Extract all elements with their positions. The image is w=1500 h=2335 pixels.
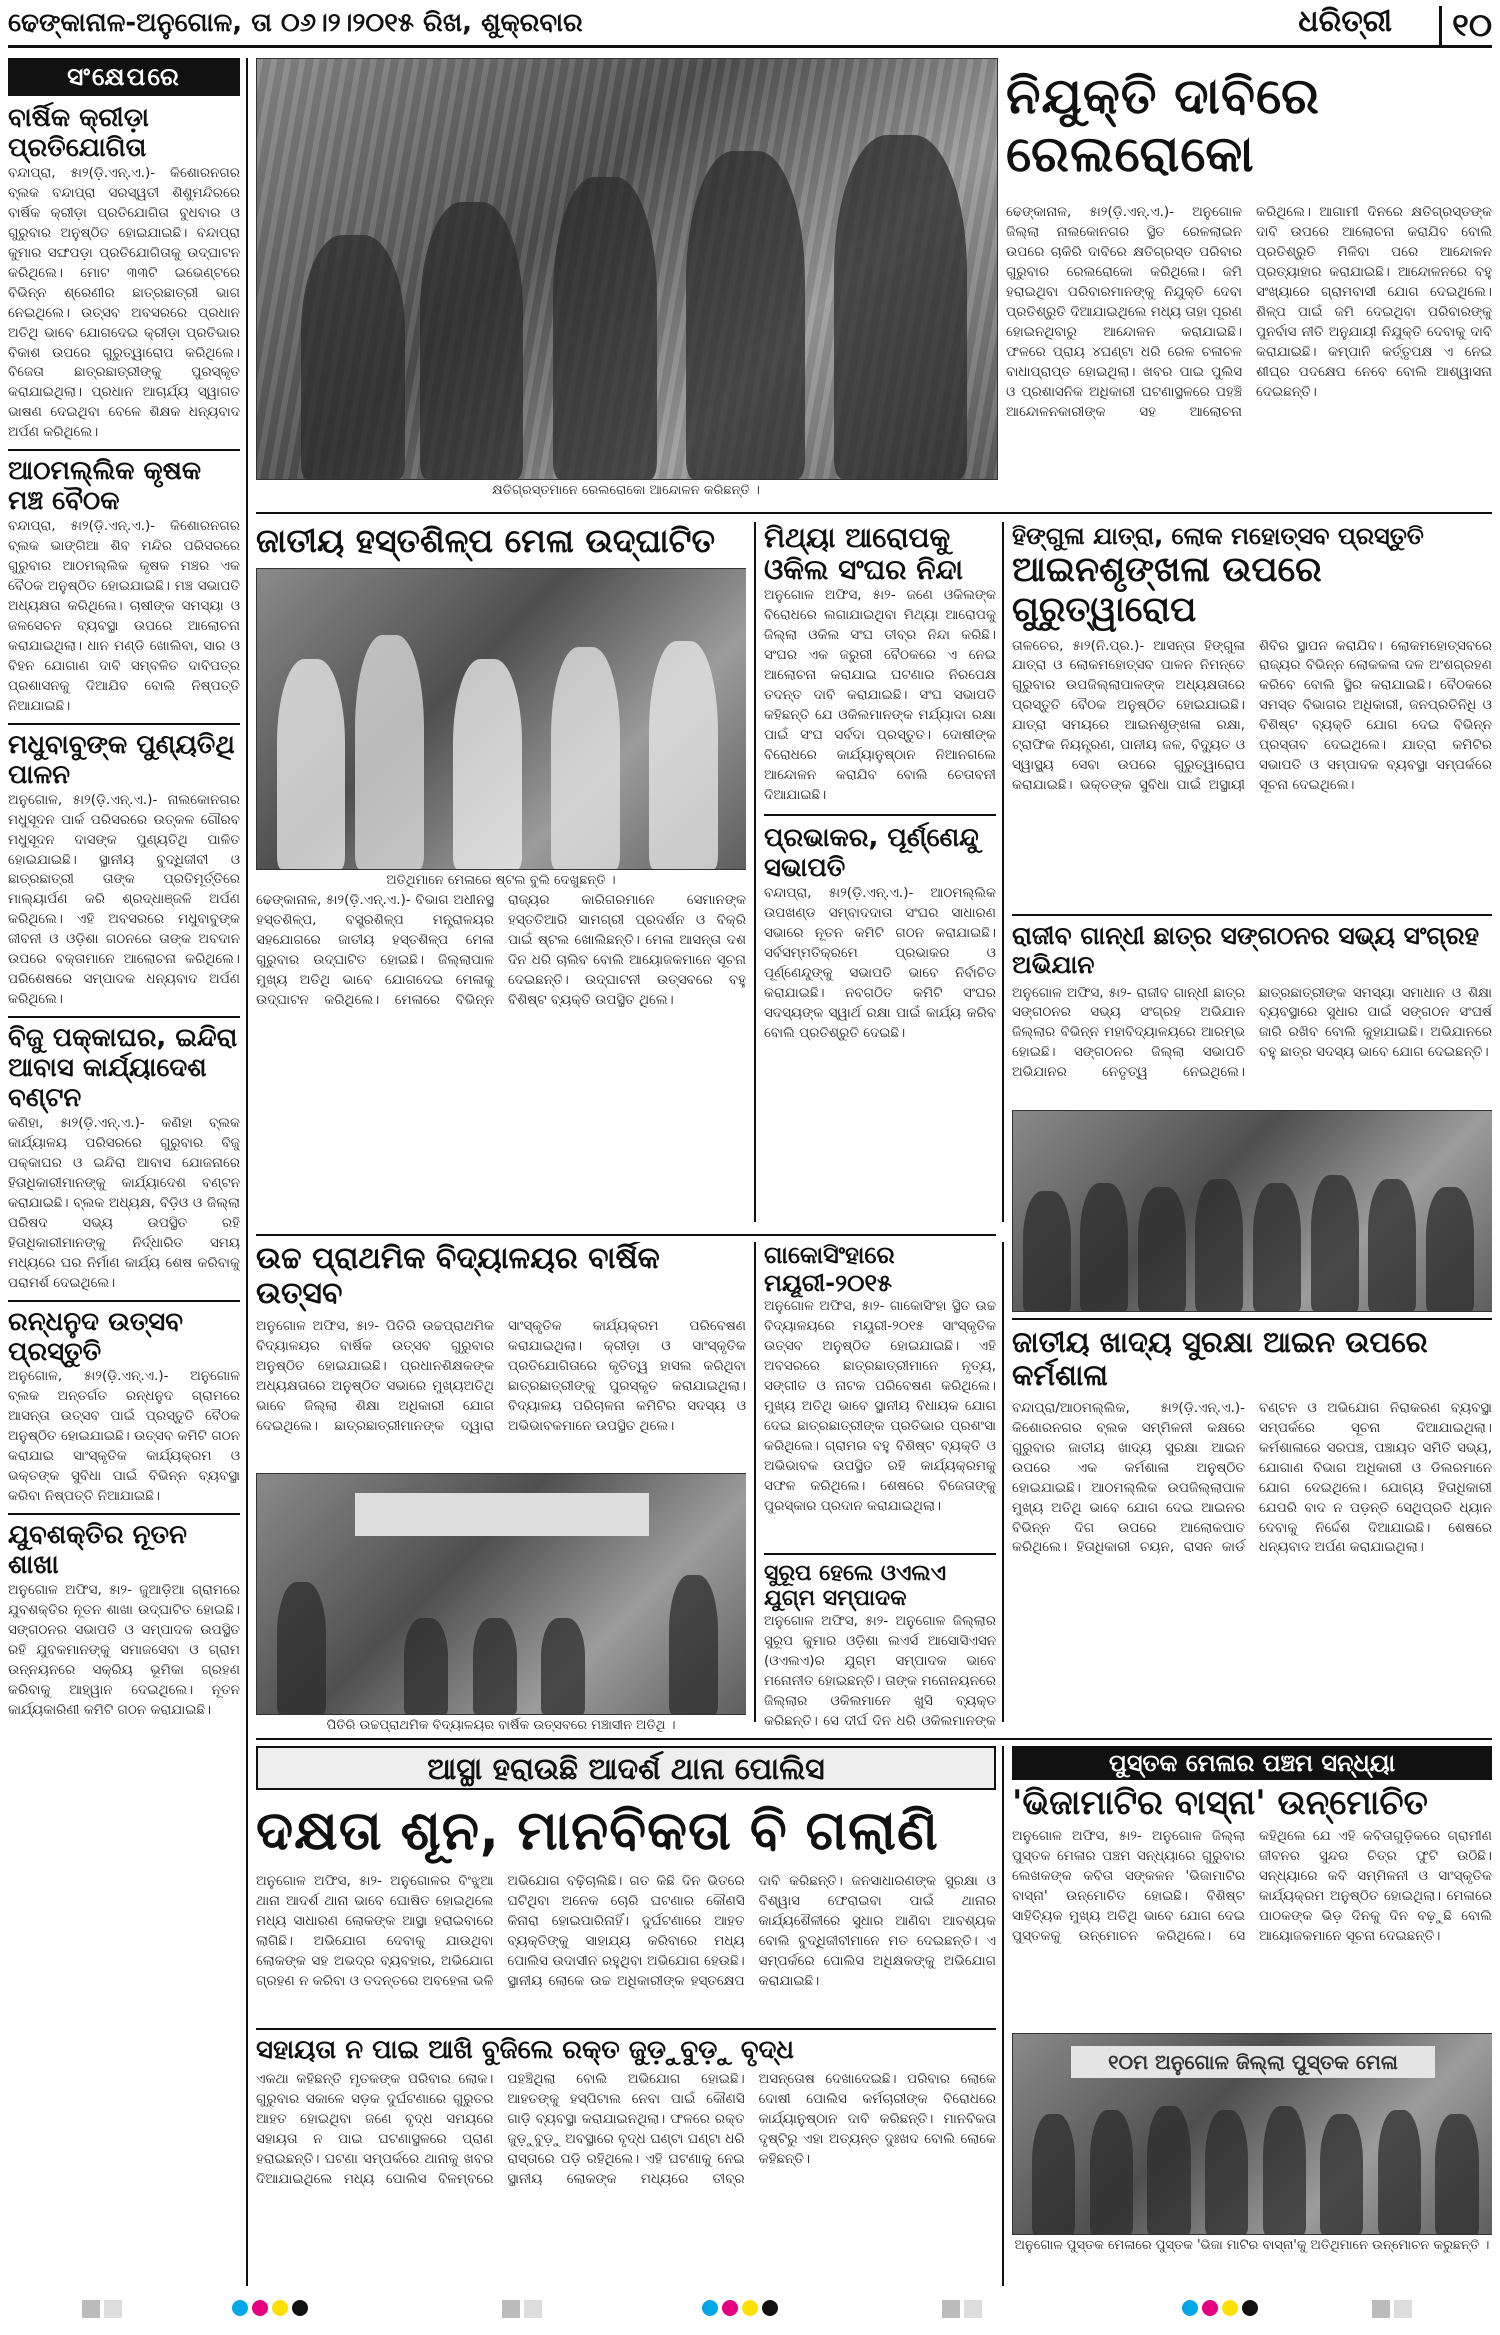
- registration-squares: [940, 2300, 984, 2322]
- section-rule: [1012, 1318, 1492, 1320]
- divider: [8, 1513, 240, 1515]
- divider: [8, 449, 240, 451]
- craft-fair-body: ଢେଙ୍କାନାଳ, ୫ା୨(ଡ଼ି.ଏନ୍.ଏ.)- ବିଭାଗ ଅଧୀନସ୍ଥ ହସ୍ତଶିଳ୍ପ, ବସ୍ତ୍ରଶିଳ୍ପ ମନ୍ତ୍ରାଳୟର ସହଯୋଗରେ ଜାତୀୟ ହସ୍ତଶିଳ୍ପ ମେଳା ଗୁରୁବାର ଉଦ୍‌ଘାଟିତ ହୋଇଛି। ଜିଲ୍ଲାପାଳ ମୁଖ୍ୟ ଅତିଥି ଭାବେ ଯୋଗଦେଇ ମେଳାକୁ ଉଦ୍‌ଘାଟନ କରିଥିଲେ। ମେଳାରେ ବିଭିନ୍ନ ରାଜ୍ୟର କାରିଗରମାନେ ସେମାନଙ୍କ ହସ୍ତତିଆରି ସାମଗ୍ରୀ ପ୍ରଦର୍ଶନ ଓ ବିକ୍ରି ପାଇଁ ଷ୍ଟଲ ଖୋଲିଛନ୍ତି। ମେଳା ଆସନ୍ତା ଦଶ ଦିନ ଧରି ଚାଲିବ ବୋଲି ଆୟୋଜକମାନେ ସୂଚନା ଦେଇଛନ୍ତି। ଉଦ୍‌ଘାଟନୀ ଉତ୍ସବରେ ବହୁ ବିଶିଷ୍ଟ ବ୍ୟକ୍ତି ଉପସ୍ଥିତ ଥିଲେ।: [256, 891, 746, 1008]
- masthead-strip: [8, 4, 1492, 48]
- brief-headline: ରନ୍ଧନୁଦ ଉତ୍ସବ ପ୍ରସ୍ତୁତି: [8, 1306, 183, 1367]
- brand-logo: ଧରିତ୍ରୀ: [1298, 4, 1392, 39]
- sarupa-body: ଅନୁଗୋଳ ଅଫିସ, ୫ା୨- ଅନୁଗୋଳ ଜିଲ୍ଲାର ସୁରୂପ କୁମାର ଓଡ଼ିଶା ଲଏର୍ସ ଆସୋସିଏସନ (ଓଏଲଏ)ର ଯୁଗ୍ମ ସମ୍ପାଦକ ଭାବେ ମନୋନୀତ ହୋଇଛନ୍ତି। ତାଙ୍କ ମନୋନୟନରେ ଜିଲ୍ଲାର ଓକିଲମାନେ ଖୁସି ବ୍ୟକ୍ତ କରିଛନ୍ତି। ସେ ଦୀର୍ଘ ଦିନ ଧରି ଓକିଲମାନଙ୍କ: [764, 1612, 996, 1729]
- print-registration-strip: [80, 2300, 1420, 2330]
- column-rule: [1002, 1746, 1004, 2286]
- book-fair-headline: 'ଭିଜାମାଟିର ବାସ୍ନା' ଉନ୍ମୋଚିତ: [1012, 1783, 1428, 1823]
- registration-squares: [80, 2300, 124, 2322]
- brief-item: [8, 731, 240, 1010]
- registration-squares: [1370, 2300, 1414, 2322]
- section-rule: [1012, 914, 1492, 916]
- brief-body: ବନ୍ଦାପ୍ରା, ୫ା୨(ଡ଼ି.ଏନ୍.ଏ.)- କିଶୋରନଗର ବ୍ଲକ ଭାଙ୍ଗିଆ ଶିବ ମନ୍ଦିର ପରିସରରେ ଗୁରୁବାର ଆଠମଲ୍ଲିକ କୃଷକ ମଞ୍ଚର ଏକ ବୈଠକ ଅନୁଷ୍ଠିତ ହୋଇଯାଇଛି। ମଞ୍ଚ ସଭାପତି ଅଧ୍ୟକ୍ଷତା କରିଥିଲେ। ଚାଷୀଙ୍କ ସମସ୍ୟା ଓ ଜଳସେଚନ ବ୍ୟବସ୍ଥା ଉପରେ ଆଲୋଚନା କରାଯାଇଥିଲା। ଧାନ ମଣ୍ଡି ଖୋଲିବା, ସାର ଓ ବିହନ ଯୋଗାଣ ଦାବି ସମ୍ବଳିତ ଦାବିପତ୍ର ପ୍ରଶାସନକୁ ଦିଆଯିବ ବୋଲି ନିଷ୍ପତ୍ତି ନିଆଯାଇଛି।: [8, 518, 240, 714]
- sidebar-briefs: [8, 58, 240, 2286]
- brief-headline: ଯୁବଶକ୍ତିର ନୂତନ ଶାଖା: [8, 1520, 187, 1581]
- brief-headline: ବାର୍ଷିକ କ୍ରୀଡ଼ା ପ୍ରତିଯୋଗିତା: [8, 103, 149, 163]
- lead-story: [1006, 58, 1492, 508]
- school-body: ଅନୁଗୋଳ ଅଫିସ, ୫ା୨- ପିତିରି ଉଚ୍ଚପ୍ରାଥମିକ ବିଦ୍ୟାଳୟର ବାର୍ଷିକ ଉତ୍ସବ ଗୁରୁବାର ଅନୁଷ୍ଠିତ ହୋଇଯାଇଛି। ପ୍ରଧାନଶିକ୍ଷକଙ୍କ ଅଧ୍ୟକ୍ଷତାରେ ଅନୁଷ୍ଠିତ ସଭାରେ ମୁଖ୍ୟଅତିଥି ଭାବେ ଜିଲ୍ଲା ଶିକ୍ଷା ଅଧିକାରୀ ଯୋଗ ଦେଇଥିଲେ। ଛାତ୍ରଛାତ୍ରୀମାନଙ୍କ ଦ୍ୱାରା ସାଂସ୍କୃତିକ କାର୍ଯ୍ୟକ୍ରମ ପରିବେଷଣ କରାଯାଇଥିଲା। କ୍ରୀଡ଼ା ଓ ସାଂସ୍କୃତିକ ପ୍ରତିଯୋଗିତାରେ କୃତିତ୍ୱ ହାସଲ କରିଥିବା ଛାତ୍ରଛାତ୍ରୀଙ୍କୁ ପୁରସ୍କୃତ କରାଯାଇଥିଲା। ବିଦ୍ୟାଳୟ ପରିଚାଳନା କମିଟିର ସଦସ୍ୟ ଓ ଅଭିଭାବକମାନେ ଉପସ୍ଥିତ ଥିଲେ।: [256, 1318, 746, 1434]
- brief-item: [8, 104, 240, 443]
- lead-body: ଢେଙ୍କାନାଳ, ୫ା୨(ଡ଼ି.ଏନ୍.ଏ.)- ଅନୁଗୋଳ ଜିଲ୍ଲା ନାଲକୋନଗର ସ୍ଥିତ ରେଳଲାଇନ ଉପରେ ଚାକିରି ଦାବିରେ କ୍ଷତିଗ୍ରସ୍ତ ପରିବାର ଗୁରୁବାର ରେଲରୋକୋ କରିଥିଲେ। ଜମି ହରାଇଥିବା ପରିବାରମାନଙ୍କୁ ନିଯୁକ୍ତି ଦେବା ପ୍ରତିଶ୍ରୁତି ଦିଆଯାଇଥିଲେ ମଧ୍ୟ ତାହା ପୂରଣ ହୋଇନଥିବାରୁ ଆନ୍ଦୋଳନ କରାଯାଇଛି। ଫଳରେ ପ୍ରାୟ ୪ଘଣ୍ଟା ଧରି ରେଳ ଚଳାଚଳ ବାଧାପ୍ରାପ୍ତ ହୋଇଥିଲା। ଖବର ପାଇ ପୁଲିସ ଓ ପ୍ରଶାସନିକ ଅଧିକାରୀ ଘଟଣାସ୍ଥଳରେ ପହଞ୍ଚି ଆନ୍ଦୋଳନକାରୀଙ୍କ ସହ ଆଲୋଚନା କରିଥିଲେ। ଆଗାମୀ ଦିନରେ କ୍ଷତିଗ୍ରସ୍ତଙ୍କ ଦାବି ଉପରେ ଆଲୋଚନା କରାଯିବ ବୋଲି ପ୍ରତିଶ୍ରୁତି ମିଳିବା ପରେ ଆନ୍ଦୋଳନ ପ୍ରତ୍ୟାହାର କରାଯାଇଛି। ଆନ୍ଦୋଳନରେ ବହୁ ସଂଖ୍ୟାରେ ଗ୍ରାମବାସୀ ଯୋଗ ଦେଇଥିଲେ। ଶିଳ୍ପ ପାଇଁ ଜମି ଦେଇଥିବା ପରିବାରଙ୍କୁ ପୁନର୍ବାସ ନୀତି ଅନୁଯାୟୀ ନିଯୁକ୍ତି ଦେବାକୁ ଦାବି କରାଯାଇଛି। କମ୍ପାନି କର୍ତ୍ତୃପକ୍ଷ ଏ ନେଇ ଶୀଘ୍ର ପଦକ୍ଷେପ ନେବେ ବୋଲି ଆଶ୍ୱାସନା ଦେଇଛନ୍ତି।: [1006, 204, 1492, 420]
- food-security-headline: ଜାତୀୟ ଖାଦ୍ୟ ସୁରକ୍ଷା ଆଇନ ଉପରେ କର୍ମଶାଳା: [1012, 1326, 1428, 1393]
- school-photo: [256, 1473, 746, 1715]
- rajiv-caption: [1012, 1312, 1492, 1313]
- divider: [256, 2028, 996, 2030]
- rajiv-headline: ରାଜୀବ ଗାନ୍ଧୀ ଛାତ୍ର ସଙ୍ଗଠନର ସଭ୍ୟ ସଂଗ୍ରହ ଅଭିଯାନ: [1012, 922, 1480, 979]
- dateline: ଢେଙ୍କାନାଳ-ଅନୁଗୋଳ, ତା ୦୬।୨।୨୦୧୫ ରିଖ, ଶୁକ୍ରବାର: [8, 8, 583, 38]
- book-fair-kicker: ପୁସ୍ତକ ମେଳାର ପଞ୍ଚମ ସନ୍ଧ୍ୟା: [1012, 1746, 1492, 1780]
- police-sub-headline: ସହାୟତା ନ ପାଇ ଆଖି ବୁଜିଲେ ରକ୍ତ ଜୁଡ଼ୁବୁଡ଼ୁ ବୃଦ୍ଧ: [256, 2035, 795, 2066]
- registration-squares: [500, 2300, 544, 2322]
- false-allegation-story: [764, 522, 996, 1230]
- rajiv-body: ଅନୁଗୋଳ ଅଫିସ, ୫ା୨- ରାଜୀବ ଗାନ୍ଧୀ ଛାତ୍ର ସଙ୍ଗଠନର ସଭ୍ୟ ସଂଗ୍ରହ ଅଭିଯାନ ଜିଲ୍ଲାର ବିଭିନ୍ନ ମହାବିଦ୍ୟାଳୟରେ ଆରମ୍ଭ ହୋଇଛି। ସଙ୍ଗଠନର ଜିଲ୍ଲା ସଭାପତି ଅଭିଯାନର ନେତୃତ୍ୱ ନେଇଥିଲେ। ଛାତ୍ରଛାତ୍ରୀଙ୍କ ସମସ୍ୟା ସମାଧାନ ଓ ଶିକ୍ଷା ବ୍ୟବସ୍ଥାରେ ସୁଧାର ପାଇଁ ସଙ୍ଗଠନ ସଂଘର୍ଷ ଜାରି ରଖିବ ବୋଲି କୁହାଯାଇଛି। ଅଭିଯାନରେ ବହୁ ଛାତ୍ର ସଦସ୍ୟ ଭାବେ ଯୋଗ ଦେଇଛନ୍ତି।: [1012, 984, 1492, 1081]
- prabhakar-headline: ପ୍ରଭାକର, ପୂର୍ଣ୍ଣେନ୍ଦୁ ସଭାପତି: [764, 823, 979, 883]
- craft-fair-story: [256, 522, 746, 1230]
- book-fair-photo: [1012, 2033, 1492, 2235]
- sarupa-headline: ସୁରୂପ ହେଲେ ଓଏଲଏ ଯୁଗ୍ମ ସମ୍ପାଦକ: [764, 1561, 947, 1612]
- brief-item: [8, 1521, 240, 1721]
- brief-body: ଅନୁଗୋଳ, ୫ା୨(ଡ଼ି.ଏନ୍.ଏ.)- ନାଲକୋନଗର ମଧୁସୂଦନ ପାର୍କ ପରିସରରେ ଉତ୍କଳ ଗୌରବ ମଧୁସୂଦନ ଦାସଙ୍କ ପୁଣ୍ୟତିଥି ପାଳିତ ହୋଇଯାଇଛି। ସ୍ଥାନୀୟ ବୁଦ୍ଧିଜୀବୀ ଓ ଛାତ୍ରଛାତ୍ରୀ ତାଙ୍କ ପ୍ରତିମୂର୍ତ୍ତିରେ ମାଲ୍ୟାର୍ପଣ କରି ଶ୍ରଦ୍ଧାଞ୍ଜଳି ଅର୍ପଣ କରିଥିଲେ। ଏହି ଅବସରରେ ମଧୁବାବୁଙ୍କ ଜୀବନୀ ଓ ଓଡ଼ିଶା ଗଠନରେ ତାଙ୍କ ଅବଦାନ ଉପରେ ବକ୍ତାମାନେ ଆଲୋଚନା କରିଥିଲେ। ପରିଶେଷରେ ସମ୍ପାଦକ ଧନ୍ୟବାଦ ଅର୍ପଣ କରିଥିଲେ।: [8, 791, 240, 1008]
- brief-item: [8, 1308, 240, 1508]
- rajiv-story: [1012, 922, 1492, 1312]
- brief-headline: ଆଠମଲ୍ଲିକ କୃଷକ ମଞ୍ଚ ବୈଠକ: [8, 456, 202, 517]
- divider: [764, 1553, 996, 1555]
- brief-item: [8, 457, 240, 716]
- brief-body: ବନ୍ଦାପ୍ରା, ୫ା୨(ଡ଼ି.ଏନ୍.ଏ.)- କିଶୋରନଗର ବ୍ଲକ ବନ୍ଦାପ୍ରା ସରସ୍ୱତୀ ଶିଶୁମନ୍ଦିରରେ ବାର୍ଷିକ କ୍ରୀଡ଼ା ପ୍ରତିଯୋଗିତା ବୁଧବାର ଓ ଗୁରୁବାର ଅନୁଷ୍ଠିତ ହୋଇଯାଇଛି। ବନ୍ଦାପ୍ରା କୁମାର ସଙ୍ଘପଡ଼ା ପ୍ରତିଯୋଗିତାକୁ ଉଦ୍‌ଘାଟନ କରିଥିଲେ। ମୋଟ ୩୩ଟି ଇଭେଣ୍ଟରେ ବିଭିନ୍ନ ଶ୍ରେଣୀର ଛାତ୍ରଛାତ୍ରୀ ଭାଗ ନେଇଥିଲେ। ଉତ୍ସବ ଅବସରରେ ପ୍ରଧାନ ଅତିଥି ଭାବେ ଯୋଗଦେଇ କ୍ରୀଡ଼ା ପ୍ରତିଭାର ବିକାଶ ଉପରେ ଗୁରୁତ୍ୱାରୋପ କରିଥିଲେ। ବିଜେତା ଛାତ୍ରଛାତ୍ରୀଙ୍କୁ ପୁରସ୍କୃତ କରାଯାଇଥିଲା। ପ୍ରଧାନ ଆଚାର୍ଯ୍ୟ ସ୍ୱାଗତ ଭାଷଣ ଦେଇଥିବା ବେଳେ ଶିକ୍ଷକ ଧନ୍ୟବାଦ ଅର୍ପଣ କରିଥିଲେ।: [8, 164, 240, 441]
- color-dots: [230, 2300, 310, 2320]
- school-headline: ଉଚ୍ଚ ପ୍ରାଥମିକ ବିଦ୍ୟାଳୟର ବାର୍ଷିକ ଉତ୍ସବ: [256, 1242, 660, 1311]
- section-rule: [256, 512, 1492, 514]
- police-body: ଅନୁଗୋଳ ଅଫିସ, ୫ା୨- ଅନୁଗୋଳର ବିଂଝୁଆ ଥାନା ଆଦର୍ଶ ଥାନା ଭାବେ ଘୋଷିତ ହୋଇଥିଲେ ମଧ୍ୟ ସାଧାରଣ ଲୋକଙ୍କ ଆସ୍ଥା ହରାଇବାରେ ଲାଗିଛି। ଅଭିଯୋଗ ଦେବାକୁ ଯାଉଥିବା ଲୋକଙ୍କ ସହ ଅଭଦ୍ର ବ୍ୟବହାର, ଅଭିଯୋଗ ଗ୍ରହଣ ନ କରିବା ଓ ତଦନ୍ତରେ ଅବହେଳା ଭଳି ଅଭିଯୋଗ ବଢ଼ିଚାଲିଛି। ଗତ କିଛି ଦିନ ଭିତରେ ଘଟିଥିବା ଅନେକ ଚୋରି ଘଟଣାର କୌଣସି କିନାରା ହୋଇପାରିନାହିଁ। ଦୁର୍ଘଟଣାରେ ଆହତ ବ୍ୟକ୍ତିଙ୍କୁ ସାହାଯ୍ୟ କରିବାରେ ମଧ୍ୟ ପୋଲିସ ଉଦାସୀନ ରହୁଥିବା ଅଭିଯୋଗ ହେଉଛି। ସ୍ଥାନୀୟ ଲୋକେ ଉଚ୍ଚ ଅଧିକାରୀଙ୍କ ହସ୍ତକ୍ଷେପ ଦାବି କରିଛନ୍ତି। ଜନସାଧାରଣଙ୍କ ସୁରକ୍ଷା ଓ ବିଶ୍ୱାସ ଫେରାଇବା ପାଇଁ ଥାନାର କାର୍ଯ୍ୟଶୈଳୀରେ ସୁଧାର ଆଣିବା ଆବଶ୍ୟକ ବୋଲି ବୁଦ୍ଧିଜୀବୀମାନେ ମତ ଦେଇଛନ୍ତି। ଏ ସମ୍ପର୍କରେ ପୋଲିସ ଅଧିକ୍ଷକଙ୍କୁ ଅଭିଯୋଗ କରାଯାଇଛି।: [256, 1873, 996, 1989]
- school-caption: ପିତିରି ଉଚ୍ଚପ୍ରାଥମିକ ବିଦ୍ୟାଳୟର ବାର୍ଷିକ ଉତ୍ସବରେ ମଞ୍ଚାସୀନ ଅତିଥି ।: [326, 1718, 676, 1732]
- column-rule: [754, 1242, 756, 1722]
- lead-photo-block: [256, 58, 996, 502]
- craft-fair-headline: ଜାତୀୟ ହସ୍ତଶିଳ୍ପ ମେଳା ଉଦ୍‌ଘାଟିତ: [256, 522, 716, 560]
- column-rule: [1002, 522, 1004, 1222]
- gaakosingha-body: ଅନୁଗୋଳ ଅଫିସ, ୫ା୨- ଗାକୋସିଂହା ସ୍ଥିତ ଉଚ୍ଚ ବିଦ୍ୟାଳୟରେ ମୟୂରୀ-୨୦୧୫ ସାଂସ୍କୃତିକ ଉତ୍ସବ ଅନୁଷ୍ଠିତ ହୋଇଯାଇଛି। ଏହି ଅବସରରେ ଛାତ୍ରଛାତ୍ରୀମାନେ ନୃତ୍ୟ, ସଙ୍ଗୀତ ଓ ନାଟକ ପରିବେଷଣ କରିଥିଲେ। ମୁଖ୍ୟ ଅତିଥି ଭାବେ ସ୍ଥାନୀୟ ବିଧାୟକ ଯୋଗ ଦେଇ ଛାତ୍ରଛାତ୍ରୀଙ୍କ ପ୍ରତିଭାର ପ୍ରଶଂସା କରିଥିଲେ। ଗ୍ରାମର ବହୁ ବିଶିଷ୍ଟ ବ୍ୟକ୍ତି ଓ ଅଭିଭାବକ ଉପସ୍ଥିତ ରହି କାର୍ଯ୍ୟକ୍ରମକୁ ସଫଳ କରିଥିଲେ। ଶେଷରେ ବିଜେତାଙ୍କୁ ପୁରସ୍କାର ପ୍ରଦାନ କରାଯାଇଥିଲା।: [764, 1298, 996, 1514]
- hingula-body: ତାଳଚେର, ୫ା୨(ନି.ପ୍ର.)- ଆସନ୍ତା ହିଙ୍ଗୁଳା ଯାତ୍ରା ଓ ଲୋକମହୋତ୍ସବ ପାଳନ ନିମନ୍ତେ ଗୁରୁବାର ଉପଜିଲ୍ଲାପାଳଙ୍କ ଅଧ୍ୟକ୍ଷତାରେ ପ୍ରସ୍ତୁତି ବୈଠକ ଅନୁଷ୍ଠିତ ହୋଇଯାଇଛି। ଯାତ୍ରା ସମୟରେ ଆଇନଶୃଙ୍ଖଳା ରକ୍ଷା, ଟ୍ରାଫିକ ନିୟନ୍ତ୍ରଣ, ପାନୀୟ ଜଳ, ବିଦ୍ୟୁତ ଓ ସ୍ୱାସ୍ଥ୍ୟ ସେବା ଉପରେ ଗୁରୁତ୍ୱାରୋପ କରାଯାଇଛି। ଭକ୍ତଙ୍କ ସୁବିଧା ପାଇଁ ଅସ୍ଥାୟୀ ଶିବିର ସ୍ଥାପନ କରାଯିବ। ଲୋକମହୋତ୍ସବରେ ରାଜ୍ୟର ବିଭିନ୍ନ ଲୋକକଳା ଦଳ ଅଂଶଗ୍ରହଣ କରିବେ ବୋଲି ସ୍ଥିର କରାଯାଇଛି। ବୈଠକରେ ସମସ୍ତ ବିଭାଗର ଅଧିକାରୀ, ଜନପ୍ରତିନିଧି ଓ ବିଶିଷ୍ଟ ବ୍ୟକ୍ତି ଯୋଗ ଦେଇ ବିଭିନ୍ନ ପ୍ରସ୍ତାବ ଦେଇଥିଲେ। ଯାତ୍ରା କମିଟିର ସଭାପତି ଓ ସମ୍ପାଦକ ବ୍ୟବସ୍ଥା ସମ୍ପର୍କରେ ସୂଚନା ଦେଇଥିଲେ।: [1012, 637, 1492, 794]
- hingula-story: [1012, 522, 1492, 907]
- gaakosingha-headline: ଗାକୋସିଂହାରେ ମୟୂରୀ-୨୦୧୫: [764, 1242, 895, 1297]
- section-rule: [256, 1738, 1492, 1740]
- police-headline: ଦକ୍ଷତା ଶୂନ, ମାନବିକତା ବି ଗଲାଣି: [256, 1799, 939, 1862]
- book-fair-banner: ୧୦ମ ଅନୁଗୋଳ ଜିଲ୍ଲା ପୁସ୍ତକ ମେଳା: [1071, 2046, 1436, 2078]
- craft-fair-caption: ଅତିଥିମାନେ ମେଳାରେ ଷ୍ଟଲ ବୁଲି ଦେଖୁଛନ୍ତି ।: [386, 872, 616, 888]
- brief-item: [8, 1024, 240, 1293]
- section-rule: [256, 1234, 996, 1236]
- divider: [8, 1016, 240, 1018]
- brief-body: ଅନୁଗୋଳ ଅଫିସ, ୫ା୨- ଜୁଆଡ଼ିଆ ଗ୍ରାମରେ ଯୁବଶକ୍ତିର ନୂତନ ଶାଖା ଉଦ୍‌ଘାଟିତ ହୋଇଛି। ସଙ୍ଗଠନର ସଭାପତି ଓ ସମ୍ପାଦକ ଉପସ୍ଥିତ ରହି ଯୁବକମାନଙ୍କୁ ସମାଜସେବା ଓ ଗ୍ରାମ ଉନ୍ନୟନରେ ସକ୍ରିୟ ଭୂମିକା ଗ୍ରହଣ କରିବାକୁ ଆହ୍ୱାନ ଦେଇଥିଲେ। ନୂତନ କାର୍ଯ୍ୟକାରିଣୀ କମିଟି ଗଠନ କରାଯାଇଛି।: [8, 1581, 240, 1718]
- false-allegation-body: ଅନୁଗୋଳ ଅଫିସ, ୫ା୨- ଜଣେ ଓକିଲଙ୍କ ବିରୋଧରେ ଲଗାଯାଇଥିବା ମିଥ୍ୟା ଆରୋପକୁ ଜିଲ୍ଲା ଓକିଲ ସଂଘ ତୀବ୍ର ନିନ୍ଦା କରିଛି। ସଂଘର ଏକ ଜରୁରୀ ବୈଠକରେ ଏ ନେଇ ଆଲୋଚନା କରାଯାଇ ଘଟଣାର ନିରପେକ୍ଷ ତଦନ୍ତ ଦାବି କରାଯାଇଛି। ସଂଘ ସଭାପତି କହିଛନ୍ତି ଯେ ଓକିଲମାନଙ୍କ ମର୍ଯ୍ୟାଦା ରକ୍ଷା ପାଇଁ ସଂଘ ସର୍ବଦା ପ୍ରସ୍ତୁତ। ଦୋଷୀଙ୍କ ବିରୋଧରେ କାର୍ଯ୍ୟାନୁଷ୍ଠାନ ନିଆନଗଲେ ଆନ୍ଦୋଳନ କରାଯିବ ବୋଲି ଚେତାବନୀ ଦିଆଯାଇଛି।: [764, 587, 996, 804]
- stage-banner: [355, 1493, 649, 1536]
- food-security-body: ବନ୍ଦାପ୍ରା/ଆଠମଲ୍ଲିକ, ୫ା୨(ଡ଼ି.ଏନ୍.ଏ.)- କିଶୋରନଗର ବ୍ଲକ ସମ୍ମିଳନୀ କକ୍ଷରେ ଗୁରୁବାର ଜାତୀୟ ଖାଦ୍ୟ ସୁରକ୍ଷା ଆଇନ ଉପରେ ଏକ କର୍ମଶାଳା ଅନୁଷ୍ଠିତ ହୋଇଯାଇଛି। ଆଠମଲ୍ଲିକ ଉପଜିଲ୍ଲାପାଳ ମୁଖ୍ୟ ଅତିଥି ଭାବେ ଯୋଗ ଦେଇ ଆଇନର ବିଭିନ୍ନ ଦିଗ ଉପରେ ଆଲୋକପାତ କରିଥିଲେ। ହିତାଧିକାରୀ ଚୟନ, ରାସନ କାର୍ଡ ବଣ୍ଟନ ଓ ଅଭିଯୋଗ ନିରାକରଣ ବ୍ୟବସ୍ଥା ସମ୍ପର୍କରେ ସୂଚନା ଦିଆଯାଇଥିଲା। କର୍ମଶାଳାରେ ସରପଞ୍ଚ, ପଞ୍ଚାୟତ ସମିତି ସଭ୍ୟ, ଯୋଗାଣ ବିଭାଗ ଅଧିକାରୀ ଓ ଡିଲରମାନେ ଯୋଗ ଦେଇଥିଲେ। ଯୋଗ୍ୟ ହିତାଧିକାରୀ ଯେପରି ବାଦ ନ ପଡ଼ନ୍ତି ସେଥିପ୍ରତି ଧ୍ୟାନ ଦେବାକୁ ନିର୍ଦ୍ଦେଶ ଦିଆଯାଇଛି। ଶେଷରେ ଧନ୍ୟବାଦ ଅର୍ପଣ କରାଯାଇଥିଲା।: [1012, 1399, 1492, 1556]
- column-rule: [754, 522, 756, 1222]
- brief-body: ଅନୁଗୋଳ, ୫ା୨(ଡ଼ି.ଏନ୍.ଏ.)- ଅନୁଗୋଳ ବ୍ଲକ ଅନ୍ତର୍ଗତ ରନ୍ଧନୁଦ ଗ୍ରାମରେ ଆସନ୍ତା ଉତ୍ସବ ପାଇଁ ପ୍ରସ୍ତୁତି ବୈଠକ ଅନୁଷ୍ଠିତ ହୋଇଯାଇଛି। ଉତ୍ସବ କମିଟି ଗଠନ କରାଯାଇ ସାଂସ୍କୃତିକ କାର୍ଯ୍ୟକ୍ରମ ଓ ଭକ୍ତଙ୍କ ସୁବିଧା ପାଇଁ ବିଭିନ୍ନ ବ୍ୟବସ୍ଥା କରିବା ନିଷ୍ପତ୍ତି ନିଆଯାଇଛି।: [8, 1368, 240, 1505]
- book-fair-body: ଅନୁଗୋଳ ଅଫିସ, ୫ା୨- ଅନୁଗୋଳ ଜିଲ୍ଲା ପୁସ୍ତକ ମେଳାର ପଞ୍ଚମ ସନ୍ଧ୍ୟାରେ ଗୁରୁବାର ଲେଖକଙ୍କ କବିତା ସଙ୍କଳନ 'ଭିଜାମାଟିର ବାସ୍ନା' ଉନ୍ମୋଚିତ ହୋଇଛି। ବିଶିଷ୍ଟ ସାହିତ୍ୟିକ ମୁଖ୍ୟ ଅତିଥି ଭାବେ ଯୋଗ ଦେଇ ପୁସ୍ତକକୁ ଉନ୍ମୋଚନ କରିଥିଲେ। ସେ କହିଥିଲେ ଯେ ଏହି କବିତାଗୁଡ଼ିକରେ ଗ୍ରାମୀଣ ଜୀବନର ସୁନ୍ଦର ଚିତ୍ର ଫୁଟି ଉଠିଛି। ସନ୍ଧ୍ୟାରେ କବି ସମ୍ମିଳନୀ ଓ ସାଂସ୍କୃତିକ କାର୍ଯ୍ୟକ୍ରମ ଅନୁଷ୍ଠିତ ହୋଇଥିଲା। ମେଳାରେ ପାଠକଙ୍କ ଭିଡ଼ ଦିନକୁ ଦିନ ବଢ଼ୁଛି ବୋଲି ଆୟୋଜକମାନେ ସୂଚନା ଦେଇଛନ୍ତି।: [1012, 1828, 1492, 1944]
- school-story: [256, 1242, 746, 1732]
- divider: [8, 1300, 240, 1302]
- prabhakar-body: ବନ୍ଦାପ୍ରା, ୫ା୨(ଡ଼ି.ଏନ୍.ଏ.)- ଆଠମଲ୍ଲିକ ଉପଖଣ୍ଡ ସମ୍ବାଦଦାତା ସଂଘର ସାଧାରଣ ସଭାରେ ନୂତନ କମିଟି ଗଠନ କରାଯାଇଛି। ସର୍ବସମ୍ମତିକ୍ରମେ ପ୍ରଭାକର ଓ ପୂର୍ଣ୍ଣେନ୍ଦୁଙ୍କୁ ସଭାପତି ଭାବେ ନିର୍ବାଚିତ କରାଯାଇଛି। ନବଗଠିତ କମିଟି ସଂଘର ସଦସ୍ୟଙ୍କ ସ୍ୱାର୍ଥ ରକ୍ଷା ପାଇଁ କାର୍ଯ୍ୟ କରିବ ବୋଲି ପ୍ରତିଶ୍ରୁତି ଦେଇଛି।: [764, 884, 996, 1041]
- brief-headline: ମଧୁବାବୁଙ୍କ ପୁଣ୍ୟତିଥି ପାଳନ: [8, 729, 235, 790]
- brief-body: କଣିହା, ୫ା୨(ଡ଼ି.ଏନ୍.ଏ.)- କଣିହା ବ୍ଲକ କାର୍ଯ୍ୟାଳୟ ପରିସରରେ ଗୁରୁବାର ବିଜୁ ପକ୍କାଘର ଓ ଇନ୍ଦିରା ଆବାସ ଯୋଜନାରେ ହିତାଧିକାରୀମାନଙ୍କୁ କାର୍ଯ୍ୟାଦେଶ ବଣ୍ଟନ କରାଯାଇଛି। ବ୍ଲକ ଅଧ୍ୟକ୍ଷ, ବିଡ଼ିଓ ଓ ଜିଲ୍ଲା ପରିଷଦ ସଭ୍ୟ ଉପସ୍ଥିତ ରହି ହିତାଧିକାରୀମାନଙ୍କୁ ନିର୍ଦ୍ଧାରିତ ସମୟ ମଧ୍ୟରେ ଘର ନିର୍ମାଣ କାର୍ଯ୍ୟ ଶେଷ କରିବାକୁ ପରାମର୍ଶ ଦେଇଥିଲେ।: [8, 1114, 240, 1291]
- police-story: [256, 1794, 996, 2294]
- color-dots: [700, 2300, 780, 2320]
- rajiv-photo: [1012, 1110, 1492, 1312]
- hingula-kicker: ହିଙ୍ଗୁଳା ଯାତ୍ରା, ଲୋକ ମହୋତ୍ସବ ପ୍ରସ୍ତୁତି: [1012, 522, 1424, 550]
- false-allegation-headline: ମିଥ୍ୟା ଆରୋପକୁ ଓକିଲ ସଂଘର ନିନ୍ଦା: [764, 522, 964, 587]
- lead-photo-caption: କ୍ଷତିଗ୍ରସ୍ତମାନେ ରେଲରୋକୋ ଆନ୍ଦୋଳନ କରିଛନ୍ତି ।: [492, 483, 760, 498]
- police-banner: ଆସ୍ଥା ହରାଉଛି ଆଦର୍ଶ ଥାନା ପୋଲିସ: [256, 1746, 996, 1790]
- column-rule: [246, 58, 248, 2286]
- sidebar-kicker: ସଂକ୍ଷେପରେ: [8, 58, 240, 96]
- page-number: ୧୦: [1439, 6, 1492, 45]
- hingula-headline: ଆଇନଶୃଙ୍ଖଳା ଉପରେ ଗୁରୁତ୍ୱାରୋପ: [1012, 550, 1322, 631]
- color-dots: [1180, 2300, 1260, 2320]
- divider: [764, 814, 996, 816]
- lead-headline: ନିଯୁକ୍ତି ଦାବିରେ ରେଲରୋକୋ: [1006, 67, 1320, 183]
- craft-fair-photo: [256, 568, 746, 870]
- gaakosingha-story: [764, 1242, 996, 1732]
- police-sub-body: ଏକଥା କହିଛନ୍ତି ମୃତକଙ୍କ ପରିବାର ଲୋକ। ଗୁରୁବାର ସକାଳେ ସଡ଼କ ଦୁର୍ଘଟଣାରେ ଗୁରୁତର ଆହତ ହୋଇଥିବା ଜଣେ ବୃଦ୍ଧ ସମୟରେ ସହାୟତା ନ ପାଇ ଘଟଣାସ୍ଥଳରେ ପ୍ରାଣ ହରାଇଛନ୍ତି। ଘଟଣା ସମ୍ପର୍କରେ ଥାନାକୁ ଖବର ଦିଆଯାଇଥିଲେ ମଧ୍ୟ ପୋଲିସ ବିଳମ୍ବରେ ପହଞ୍ଚିଥିଲା ବୋଲି ଅଭିଯୋଗ ହୋଇଛି। ଆହତଙ୍କୁ ହସ୍ପିଟାଲ ନେବା ପାଇଁ କୌଣସି ଗାଡ଼ି ବ୍ୟବସ୍ଥା କରାଯାଇନଥିଲା। ଫଳରେ ରକ୍ତ ଜୁଡ଼ୁବୁଡ଼ୁ ଅବସ୍ଥାରେ ବୃଦ୍ଧ ଘଣ୍ଟା ଘଣ୍ଟା ଧରି ରାସ୍ତାରେ ପଡ଼ି ରହିଥିଲେ। ଏହି ଘଟଣାକୁ ନେଇ ସ୍ଥାନୀୟ ଲୋକଙ୍କ ମଧ୍ୟରେ ତୀବ୍ର ଅସନ୍ତୋଷ ଦେଖାଦେଇଛି। ପରିବାର ଲୋକେ ଦୋଷୀ ପୋଲିସ କର୍ମଚାରୀଙ୍କ ବିରୋଧରେ କାର୍ଯ୍ୟାନୁଷ୍ଠାନ ଦାବି କରିଛନ୍ତି। ମାନବିକତା ଦୃଷ୍ଟିରୁ ଏହା ଅତ୍ୟନ୍ତ ଦୁଃଖଦ ବୋଲି ଲୋକେ କହିଛନ୍ତି।: [256, 2070, 996, 2187]
- brief-headline: ବିଜୁ ପକ୍କାଘର, ଇନ୍ଦିରା ଆବାସ କାର୍ଯ୍ୟାଦେଶ ବଣ୍ଟନ: [8, 1023, 238, 1114]
- food-security-story: [1012, 1326, 1492, 1726]
- divider: [8, 723, 240, 725]
- book-fair-caption: ଅନୁଗୋଳ ପୁସ୍ତକ ମେଳାରେ ପୁସ୍ତକ 'ଭିଜା ମାଟିର ବାସ୍ନା'କୁ ଅତିଥିମାନେ ଉନ୍ମୋଚନ କରୁଛନ୍ତି ।: [1014, 2238, 1490, 2254]
- book-fair-story: [1012, 1746, 1492, 2292]
- column-rule: [1002, 1242, 1004, 1722]
- lead-photo: [256, 58, 998, 480]
